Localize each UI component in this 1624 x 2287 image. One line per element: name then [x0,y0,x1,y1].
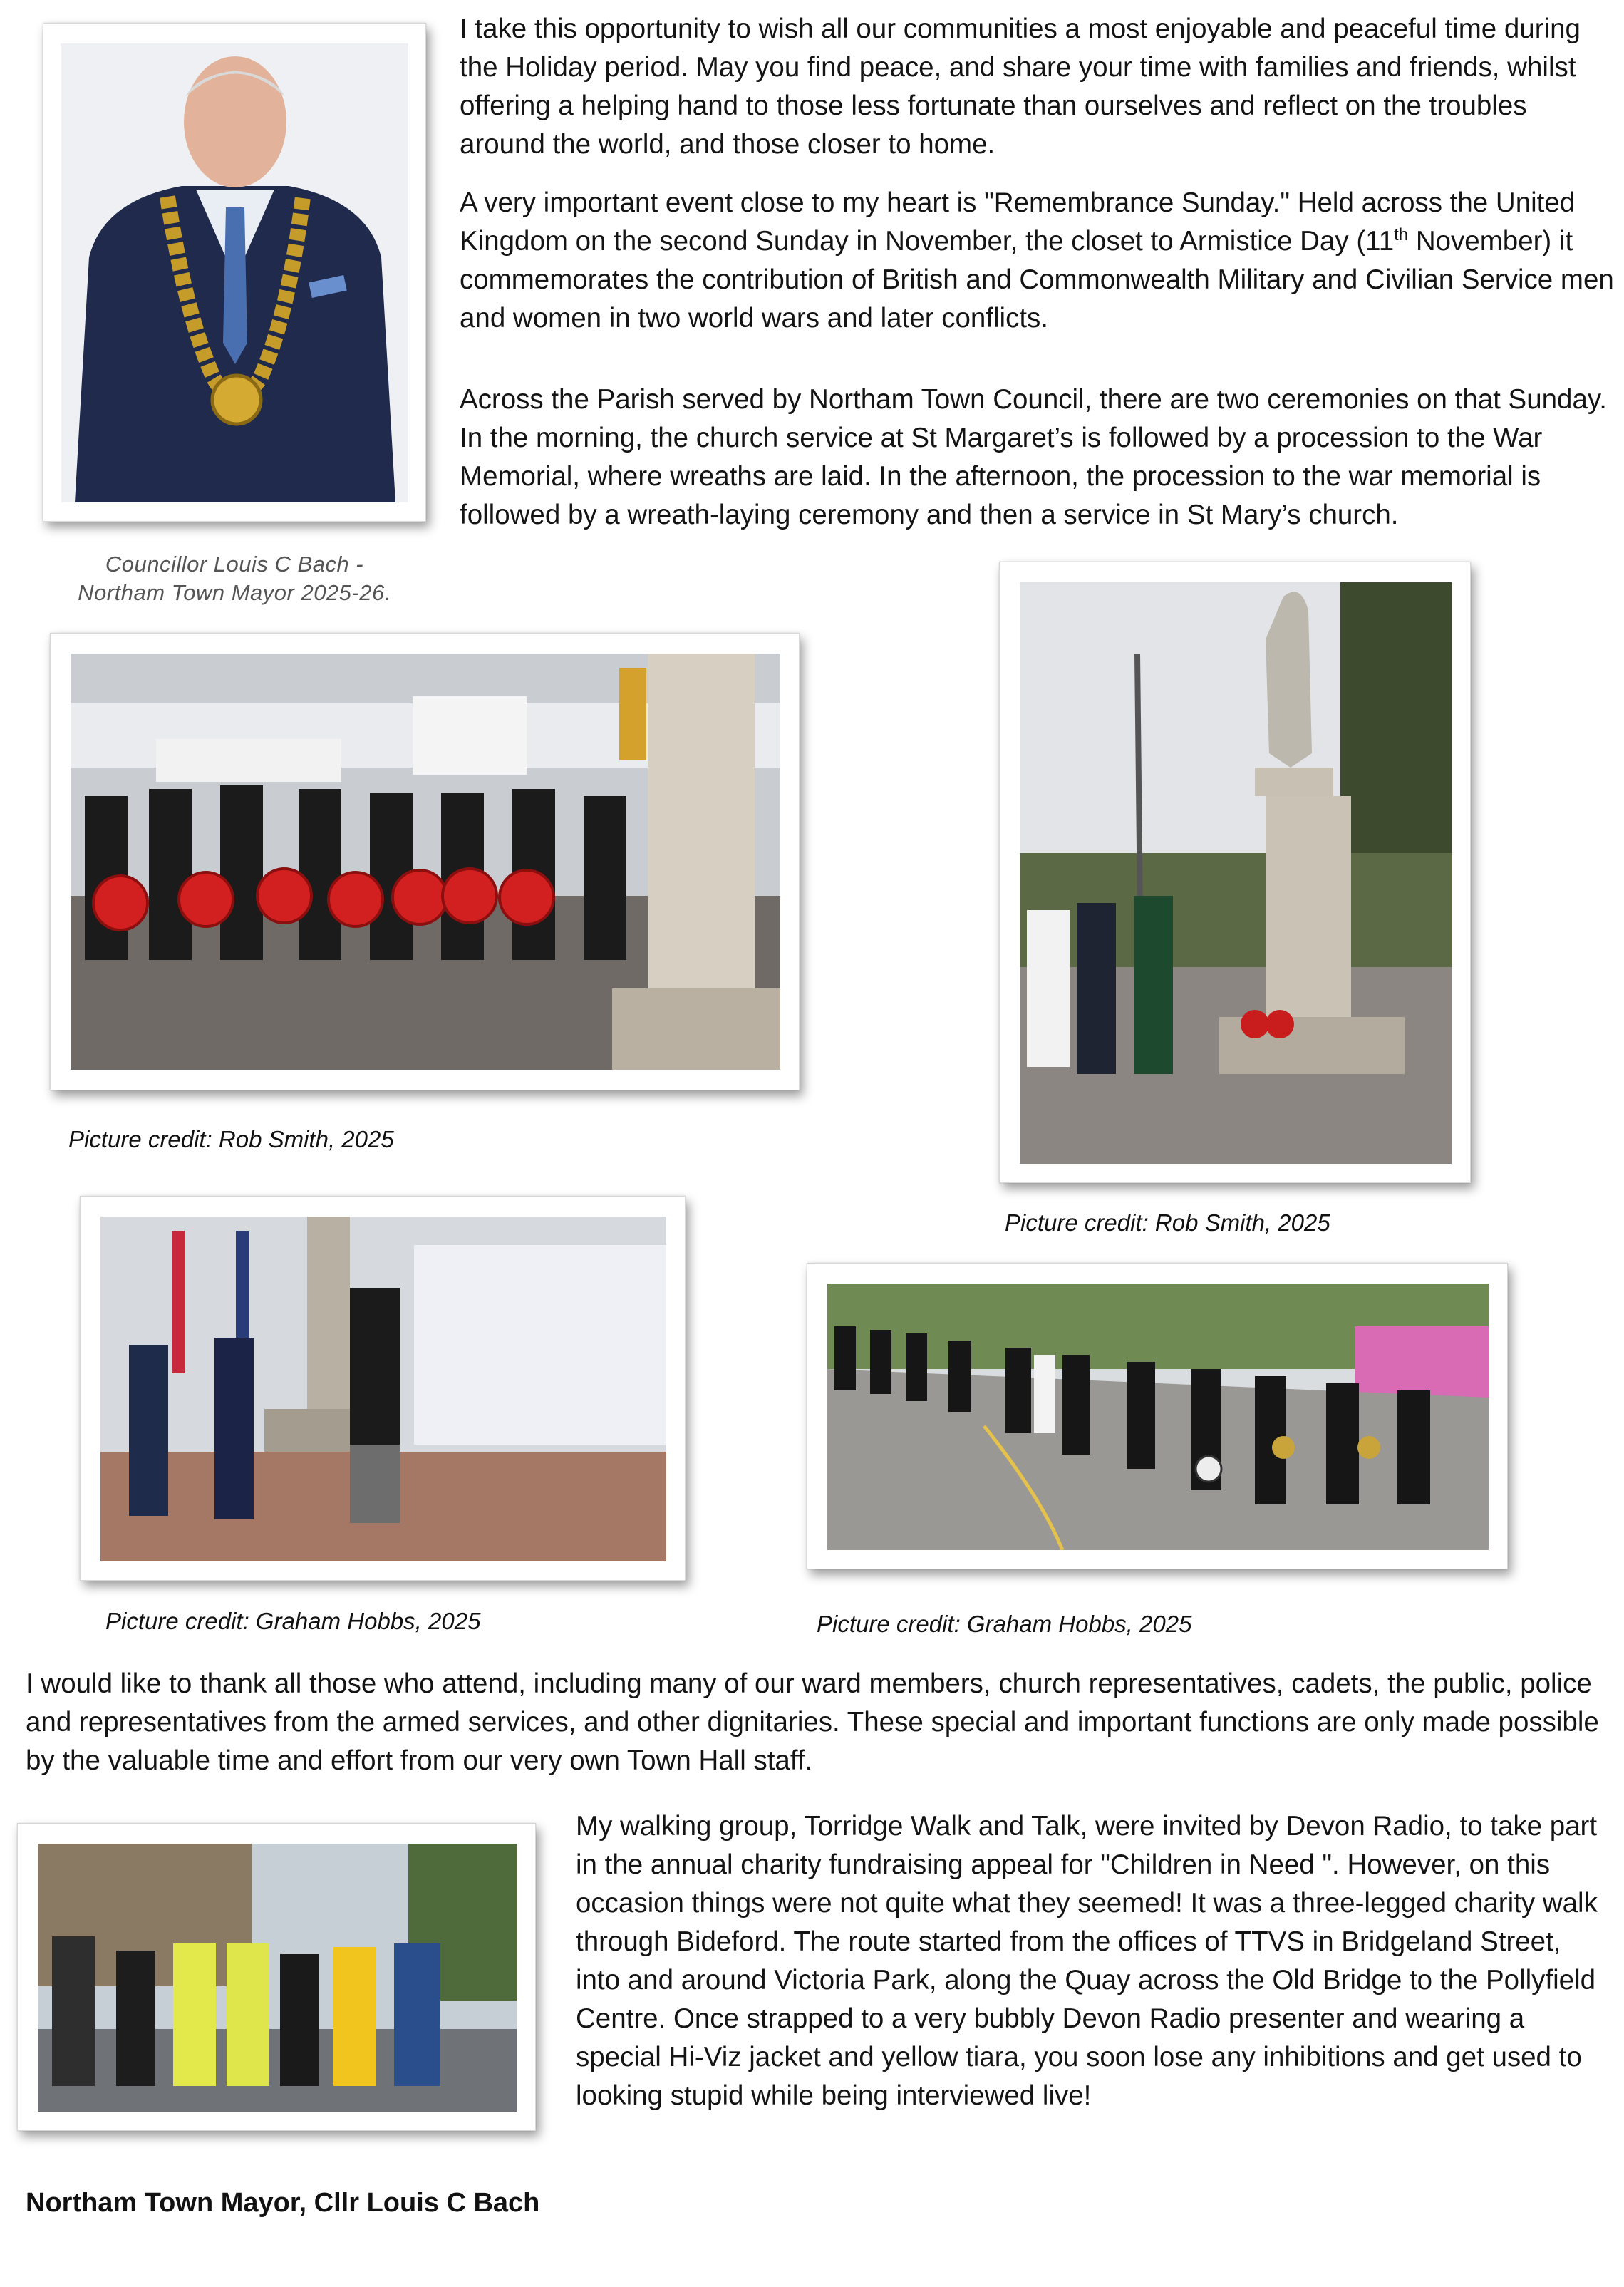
walking-group-paragraph: My walking group, Torridge Walk and Talk, were invited by Devon Radio, to take part in the annual charity fundraising appeal for "Children in Need ". However, on this occasion things were not quite what they seemed! It was a three-legged charity walk through Bideford. The route started from the offices of TTVS in Bridgeland Street, into and around Victoria Park, along the Quay across the Old Bridge to the Pollyfield Centre. Once strapped to a very bubbly Devon Radio presenter and wearing a special Hi-Viz jacket and yellow tiara, you soon lose any inhibitions and get used to looking stupid while being interviewed live! [576,1811,1598,2111]
salute-photo [80,1196,686,1581]
wreath-ceremony-photo [50,633,800,1090]
mayor-photo-caption [43,550,426,607]
band-procession-photo [807,1263,1508,1569]
walking-group-photo [17,1823,536,2131]
mayor-caption-line-1: Councillor Louis C Bach - [105,552,364,577]
signature: Northam Town Mayor, Cllr Louis C Bach [26,2188,540,2218]
wreath-ceremony-image [71,654,780,1070]
photo-4-credit: Picture credit: Graham Hobbs, 2025 [817,1611,1192,1637]
mayor-portrait-photo [43,23,426,522]
intro-paragraph-1: I take this opportunity to wish all our communities a most enjoyable and peaceful time during the Holiday period. May you find peace, and share your time with families and friends, whilst offering a helping hand to those less fortunate than ourselves and reflect on the troubles around the world, and those closer to home. [460,14,1581,160]
mayor-caption-line-2: Northam Town Mayor 2025-26. [78,580,391,605]
mayor-portrait-image [61,43,408,502]
walking-group-image [38,1844,517,2112]
intro-paragraph-2-part-b: November) it commemorates the contribution of British and Commonwealth Military and Civilian Service men and women in two world wars and later conflicts. [460,226,1614,334]
photo-3-credit: Picture credit: Graham Hobbs, 2025 [105,1608,481,1634]
intro-paragraph-3: Across the Parish served by Northam Town Council, there are two ceremonies on that Sunday. In the morning, the church service at St Margaret’s is followed by a procession to the War Memorial, where wreaths are laid. In the afternoon, the procession to the war memorial is followed by a wreath-laying ceremony and then a service in St Mary’s church. [460,384,1607,530]
thanks-paragraph: I would like to thank all those who attend, including many of our ward members, church representatives, cadets, the public, police and representatives from the armed services, and other dignitaries. These special and important functions are only made possible by the valuable time and effort from our very own Town Hall staff. [26,1668,1599,1776]
ordinal-suffix: th [1394,225,1409,245]
intro-paragraph-2-part-a: A very important event close to my heart is "Remembrance Sunday." Held across the United Kingdom on the second Sunday in November, the closet to Armistice Day (11 [460,187,1576,257]
photo-1-credit: Picture credit: Rob Smith, 2025 [68,1126,394,1152]
photo-2-credit: Picture credit: Rob Smith, 2025 [1005,1209,1330,1236]
war-memorial-image [1020,582,1452,1164]
war-memorial-photo [999,562,1471,1183]
band-procession-image [827,1284,1489,1550]
salute-image [100,1217,666,1561]
intro-paragraph-2 [460,184,1614,338]
